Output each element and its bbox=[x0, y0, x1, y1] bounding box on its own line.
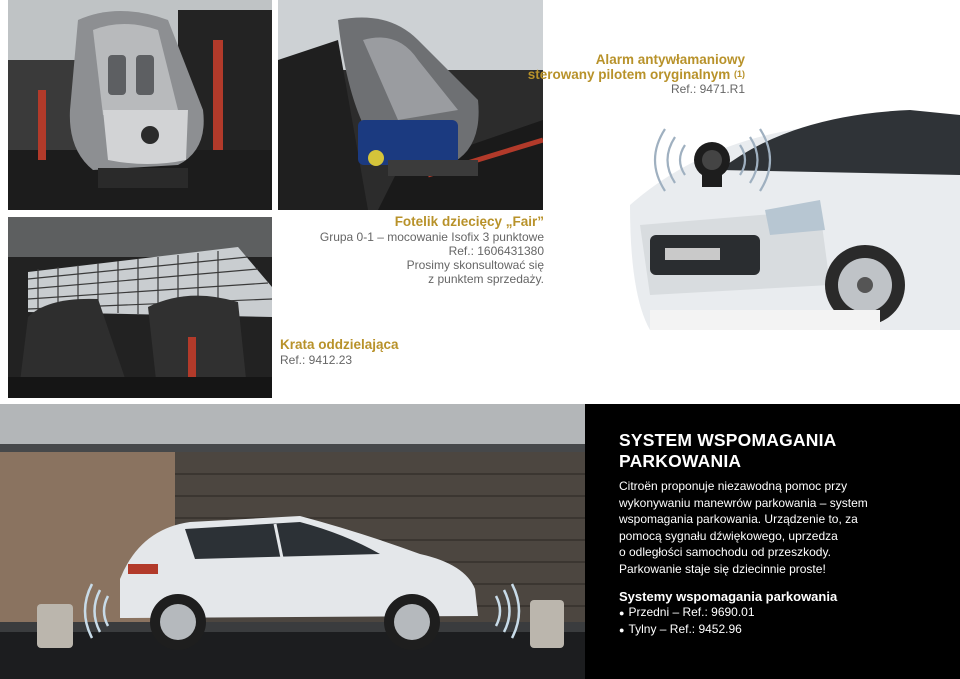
grille-caption bbox=[280, 336, 399, 367]
alarm-footnote: (1) bbox=[734, 69, 745, 79]
parking-desc-line: wykonywaniu manewrów parkowania – system bbox=[619, 495, 868, 510]
grille-ref: Ref.: 9412.23 bbox=[280, 353, 353, 367]
parking-desc-line: wspomagania parkowania. Urządzenie to, za bbox=[619, 512, 858, 526]
child-seat-caption bbox=[320, 213, 544, 286]
child-seat-photo-side bbox=[278, 0, 543, 210]
parking-desc-line: o odległości samochodu od przeszkody. bbox=[619, 545, 831, 559]
child-seat-line3: z punktem sprzedaży. bbox=[428, 272, 544, 286]
alarm-title-line1: Alarm antywłamaniowy bbox=[595, 52, 745, 67]
parking-systems-list bbox=[619, 605, 755, 638]
parking-desc-line: pomocą sygnału dźwiękowego, uprzedza bbox=[619, 528, 838, 543]
parking-system-panel bbox=[585, 404, 960, 679]
parking-system-title bbox=[619, 430, 949, 472]
grille-title: Krata oddzielająca bbox=[280, 337, 399, 352]
parking-title-line1: SYSTEM WSPOMAGANIA bbox=[619, 430, 837, 450]
alarm-title-line2 bbox=[528, 67, 745, 82]
parking-desc-line: Parkowanie staje się dziecinnie proste! bbox=[619, 561, 826, 576]
parking-system-item-rear: ● Tylny – Ref.: 9452.96 bbox=[619, 622, 755, 639]
alarm-car-photo bbox=[590, 95, 960, 340]
parking-title-line2: PARKOWANIA bbox=[619, 451, 742, 471]
parking-description bbox=[619, 478, 934, 577]
parking-sensor-photo bbox=[0, 404, 585, 679]
child-seat-line2: Prosimy skonsultować się bbox=[406, 258, 544, 272]
child-seat-title: Fotelik dziecięcy „Fair” bbox=[394, 214, 544, 229]
alarm-ref: Ref.: 9471.R1 bbox=[670, 82, 745, 96]
alarm-title-text: sterowany pilotem oryginalnym bbox=[527, 67, 731, 82]
parking-system-item-front: ● Przedni – Ref.: 9690.01 bbox=[619, 605, 755, 622]
parking-desc-line: Citroën proponuje niezawodną pomoc przy bbox=[619, 479, 848, 493]
child-seat-ref: Ref.: 1606431380 bbox=[448, 244, 544, 258]
alarm-caption bbox=[528, 52, 745, 96]
separating-grille-photo bbox=[8, 217, 272, 398]
child-seat-photo-front bbox=[8, 0, 272, 210]
child-seat-line1: Grupa 0-1 – mocowanie Isofix 3 punktowe bbox=[319, 230, 544, 244]
parking-systems-title: Systemy wspomagania parkowania bbox=[619, 589, 838, 604]
